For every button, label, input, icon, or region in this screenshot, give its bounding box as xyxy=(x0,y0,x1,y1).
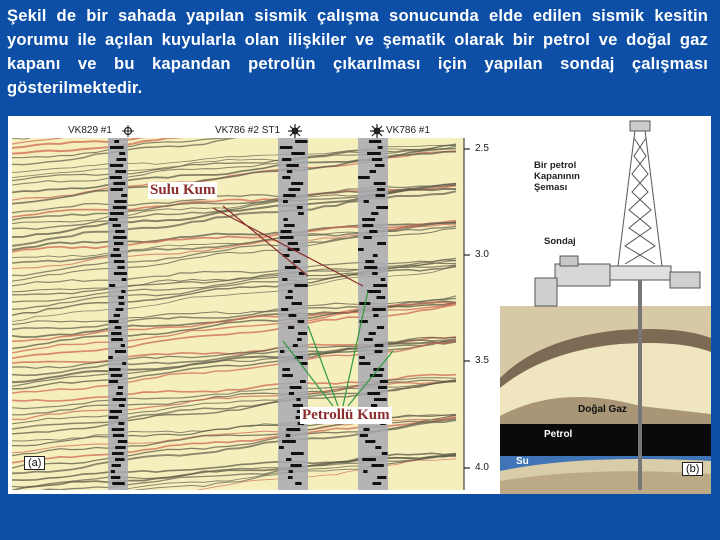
well-log-mark xyxy=(375,344,384,347)
well-log-mark xyxy=(291,464,302,467)
well-log-mark xyxy=(289,470,293,473)
well-log-mark xyxy=(371,212,378,215)
time-tick-label: 3.0 xyxy=(475,249,489,260)
well-log-mark xyxy=(377,326,384,329)
drill-pipe xyxy=(638,280,642,490)
well-log-mark xyxy=(282,278,287,281)
well-log-mark xyxy=(119,302,125,305)
well-log-mark xyxy=(377,476,386,479)
well-log-mark xyxy=(282,368,290,371)
well-log-mark xyxy=(118,422,124,425)
well-log-mark xyxy=(119,404,125,407)
well-log-mark xyxy=(116,308,124,311)
well-log-mark xyxy=(371,464,383,467)
well-log-mark xyxy=(109,218,118,221)
well-log-mark xyxy=(110,410,122,413)
well-log-mark xyxy=(373,284,387,287)
well-log-mark xyxy=(369,230,377,233)
well-log-mark xyxy=(375,194,384,197)
well-log-mark xyxy=(121,290,125,293)
panel-tag-b: (b) xyxy=(682,462,703,476)
well-log-mark xyxy=(282,176,290,179)
well-log-mark xyxy=(375,350,383,353)
well-log-mark xyxy=(113,236,127,239)
well-log-mark xyxy=(116,158,126,161)
well-log-mark xyxy=(113,224,121,227)
well-log-mark xyxy=(359,356,365,359)
well-log-mark xyxy=(115,458,124,461)
well-log-mark xyxy=(375,164,385,167)
schematic-title: Bir petrol Kapanının Şeması xyxy=(534,160,580,193)
well-log-mark xyxy=(377,242,386,245)
seismic-tint xyxy=(12,138,464,490)
well-log-mark xyxy=(288,326,294,329)
well-log-mark xyxy=(280,230,291,233)
well-log-mark xyxy=(121,344,125,347)
well-log-mark xyxy=(118,440,127,443)
figure-panel xyxy=(8,116,711,494)
well-log-mark xyxy=(111,374,123,377)
well-log-mark xyxy=(376,206,388,209)
well-log-mark xyxy=(362,458,376,461)
well-log-mark xyxy=(113,182,125,185)
well-log-mark xyxy=(114,200,127,203)
producing-well-icon xyxy=(370,124,384,138)
well-log-mark xyxy=(291,452,304,455)
well-log-mark xyxy=(111,470,115,473)
well-log-mark xyxy=(283,218,287,221)
well-log-mark xyxy=(362,224,373,227)
time-tick-label: 2.5 xyxy=(475,143,489,154)
well-log-mark xyxy=(372,482,381,485)
well-log-mark xyxy=(286,164,298,167)
well-log-mark xyxy=(111,476,120,479)
well-log-mark xyxy=(298,332,307,335)
well-log-mark xyxy=(365,260,374,263)
well-log-mark xyxy=(115,350,126,353)
dry-well-icon xyxy=(122,125,134,137)
producing-well-icon xyxy=(288,124,302,138)
well-log-mark xyxy=(122,362,126,365)
well-log-mark xyxy=(111,332,121,335)
well-log-mark xyxy=(119,152,125,155)
well-log-mark xyxy=(114,272,127,275)
well-log-mark xyxy=(372,308,385,311)
well-log-mark xyxy=(369,332,376,335)
oil-sand-label: Petrollü Kum xyxy=(302,407,390,423)
panel-tag-a: (a) xyxy=(24,456,45,470)
well-log-mark xyxy=(360,434,368,437)
well-log-mark xyxy=(114,314,120,317)
well-log-mark xyxy=(113,398,126,401)
well-log-mark xyxy=(358,176,370,179)
well-log-mark xyxy=(377,188,385,191)
well-log-mark xyxy=(111,338,123,341)
well-log-mark xyxy=(118,386,123,389)
well-log-mark xyxy=(110,146,124,149)
well-log-mark xyxy=(282,374,293,377)
well-log-mark xyxy=(288,188,300,191)
oil-layer xyxy=(500,424,711,456)
well-log-mark xyxy=(294,284,307,287)
well-log-mark xyxy=(295,482,301,485)
time-tick-label: 4.0 xyxy=(475,462,489,473)
well-log-mark xyxy=(280,236,294,239)
well-log-mark xyxy=(380,380,388,383)
well-log-mark xyxy=(286,434,290,437)
slide-caption: Şekil de bir sahada yapılan sismik çalışma sonucunda elde edilen sismik kesitin yorumu ile açılan kuyularla olan ilişkiler ve şematik olarak bir petrol ve doğal gaz kapanı ve bu kapandan petrolün çıkarılması için yapılan sondaj çalışması gösterilmektedir. xyxy=(7,6,708,97)
well-log-mark xyxy=(367,290,381,293)
natural-gas-label: Doğal Gaz xyxy=(578,404,627,415)
well-label-vk786-2: VK786 #2 ST1 xyxy=(215,125,281,136)
well-log-mark xyxy=(112,482,125,485)
well-log-mark xyxy=(110,164,123,167)
well-log-mark xyxy=(115,170,126,173)
well-log-mark xyxy=(374,182,386,185)
well-log-mark xyxy=(282,440,296,443)
well-log-mark xyxy=(369,140,381,143)
well-log-mark xyxy=(122,278,127,281)
well-log-mark xyxy=(114,140,119,143)
well-log-mark xyxy=(117,266,124,269)
well-log-mark xyxy=(292,302,303,305)
well-log-mark xyxy=(109,368,121,371)
well-log-mark xyxy=(115,326,122,329)
time-tick-label: 3.5 xyxy=(475,355,489,366)
well-log-mark xyxy=(378,386,387,389)
well-log-mark xyxy=(113,434,124,437)
well-log-mark xyxy=(367,392,380,395)
well-log-mark xyxy=(109,320,119,323)
well-log-mark xyxy=(370,170,376,173)
well-log-mark xyxy=(110,212,124,215)
well-log-mark xyxy=(362,218,375,221)
well-log-mark xyxy=(300,380,306,383)
well-log-mark xyxy=(108,356,112,359)
well-log-mark xyxy=(283,194,296,197)
trap-schematic xyxy=(500,116,711,494)
oil-label: Petrol xyxy=(544,429,573,440)
well-log-mark xyxy=(373,254,378,257)
seismic-image xyxy=(8,116,500,494)
drilling-label: Sondaj xyxy=(544,236,576,247)
well-log-mark xyxy=(282,158,291,161)
well-log-mark xyxy=(288,290,293,293)
well-log-mark xyxy=(288,242,298,245)
well-log-mark xyxy=(291,182,303,185)
well-log-mark xyxy=(121,194,127,197)
well-log-mark xyxy=(115,230,125,233)
well-log-mark xyxy=(375,446,381,449)
well-log-mark xyxy=(109,416,119,419)
well-log-mark xyxy=(358,248,364,251)
well-log-mark xyxy=(291,152,304,155)
well-log-mark xyxy=(111,254,122,257)
well-log-mark xyxy=(280,350,284,353)
well-log-mark xyxy=(298,320,305,323)
well-log-mark xyxy=(364,338,373,341)
well-log-mark xyxy=(297,338,302,341)
well-log-mark xyxy=(372,272,377,275)
well-log-mark xyxy=(113,248,119,251)
well-log-mark xyxy=(112,452,124,455)
well-log-mark xyxy=(363,470,367,473)
well-log-mark xyxy=(287,170,292,173)
well-log-mark xyxy=(286,428,300,431)
well-log-mark xyxy=(363,428,369,431)
well-log-mark xyxy=(280,146,293,149)
well-log-mark xyxy=(359,362,370,365)
well-log-mark xyxy=(114,260,124,263)
well-log-mark xyxy=(297,206,303,209)
well-log-mark xyxy=(115,446,125,449)
well-log-mark xyxy=(289,392,294,395)
water-sand-label: Sulu Kum xyxy=(150,182,216,198)
well-log-mark xyxy=(284,224,295,227)
well-log-mark xyxy=(293,344,298,347)
well-log-mark xyxy=(109,284,115,287)
well-log-mark xyxy=(290,386,302,389)
well-log-mark xyxy=(364,266,377,269)
well-log-mark xyxy=(285,266,297,269)
well-log-mark xyxy=(298,212,304,215)
well-log-mark xyxy=(378,146,383,149)
well-log-mark xyxy=(296,398,300,401)
well-log-mark xyxy=(295,140,307,143)
well-log-mark xyxy=(364,200,369,203)
well-log-mark xyxy=(288,476,293,479)
well-log-mark xyxy=(118,296,124,299)
well-log-mark xyxy=(372,158,382,161)
well-log-mark xyxy=(279,446,284,449)
well-log-mark xyxy=(110,176,122,179)
well-log-mark xyxy=(109,380,118,383)
well-log-mark xyxy=(113,206,127,209)
water-label: Su xyxy=(516,456,529,467)
well-log-mark xyxy=(365,440,375,443)
well-log-mark xyxy=(382,452,388,455)
well-log-mark xyxy=(286,458,291,461)
seismic-section xyxy=(8,116,500,494)
well-log-mark xyxy=(367,152,381,155)
well-label-vk786-1: VK786 #1 xyxy=(386,125,430,136)
well-log-mark xyxy=(112,428,124,431)
well-log-mark xyxy=(376,296,385,299)
well-log-mark xyxy=(374,398,387,401)
well-log-mark xyxy=(373,314,378,317)
well-log-mark xyxy=(281,308,288,311)
well-log-mark xyxy=(381,278,385,281)
well-log-mark xyxy=(112,464,121,467)
well-log-mark xyxy=(285,296,293,299)
well-log-mark xyxy=(364,236,372,239)
well-log-mark xyxy=(111,188,123,191)
well-label-vk829: VK829 #1 xyxy=(68,125,112,136)
well-log-mark xyxy=(116,392,122,395)
well-log-mark xyxy=(283,200,288,203)
well-log-mark xyxy=(293,260,300,263)
well-log-mark xyxy=(114,242,123,245)
well-log-mark xyxy=(289,314,297,317)
